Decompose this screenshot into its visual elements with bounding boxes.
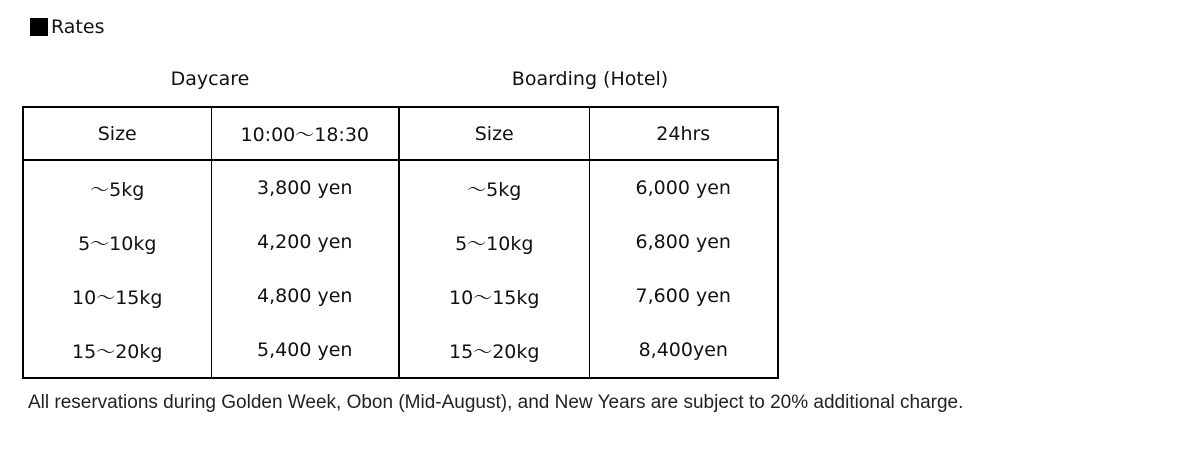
boarding-size-cell: 5～10kg — [399, 215, 589, 269]
boarding-hours-header: 24hrs — [589, 107, 778, 160]
boarding-group-label: Boarding (Hotel) — [511, 68, 669, 90]
boarding-price-cell: 6,800 yen — [589, 215, 778, 269]
daycare-price-cell: 4,200 yen — [211, 215, 399, 269]
rates-table — [22, 106, 779, 379]
daycare-price-cell: 3,800 yen — [211, 160, 399, 215]
section-title — [30, 15, 104, 39]
daycare-size-cell: 10～15kg — [72, 286, 163, 309]
daycare-group-label: Daycare — [170, 68, 250, 90]
section-title-label: Rates — [51, 16, 105, 38]
boarding-size-cell: 10～15kg — [399, 269, 589, 323]
daycare-price-cell: 4,800 yen — [211, 269, 399, 323]
daycare-size-cell: 5～10kg — [78, 232, 157, 255]
table-row — [23, 160, 778, 215]
boarding-price-cell: 7,600 yen — [589, 269, 778, 323]
table-row — [23, 323, 778, 378]
boarding-price-cell: 8,400yen — [589, 323, 778, 378]
boarding-size-cell: 15～20kg — [399, 323, 589, 378]
table-row — [23, 269, 778, 323]
daycare-price-cell: 5,400 yen — [211, 323, 399, 378]
daycare-size-header: Size — [23, 107, 211, 160]
boarding-size-cell: ～5kg — [399, 160, 589, 215]
boarding-size-header: Size — [399, 107, 589, 160]
table-row — [23, 215, 778, 269]
boarding-price-cell: 6,000 yen — [589, 160, 778, 215]
daycare-size-cell: 15～20kg — [72, 340, 163, 363]
black-square-icon — [30, 18, 48, 36]
daycare-size-cell: ～5kg — [90, 178, 145, 201]
table-header-row — [23, 107, 778, 160]
daycare-hours-header: 10:00～18:30 — [211, 107, 399, 160]
surcharge-note: All reservations during Golden Week, Obon (Mid-August), and New Years are subject to 20% additional charge. — [28, 392, 964, 413]
